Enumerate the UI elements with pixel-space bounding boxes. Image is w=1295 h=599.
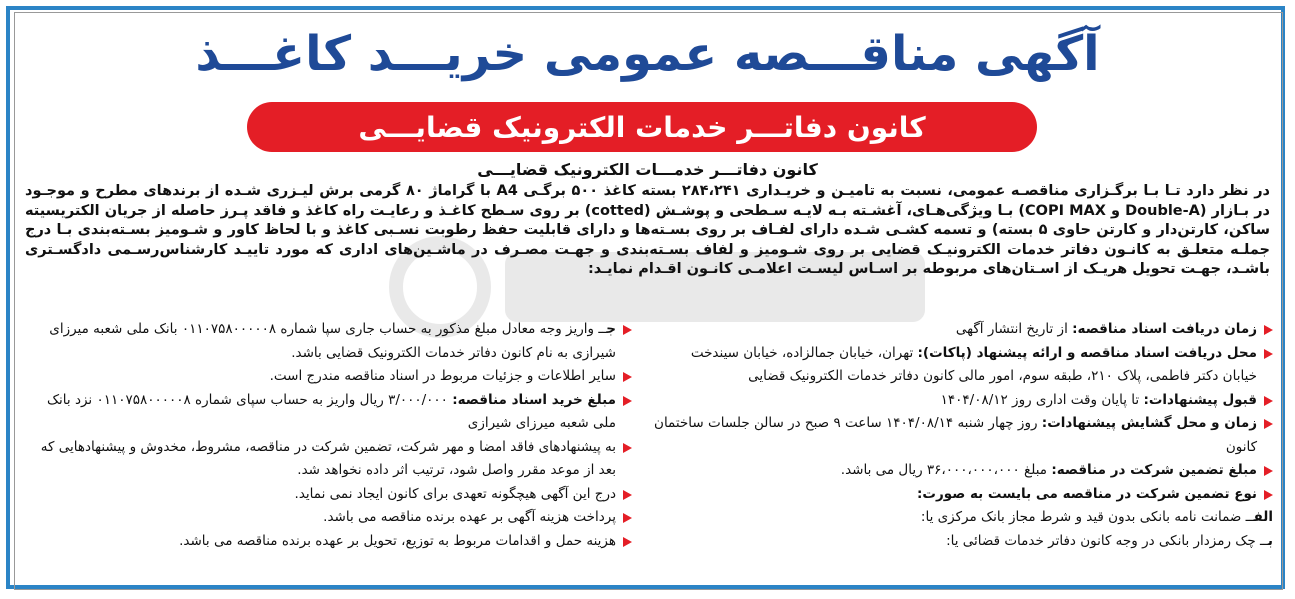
ad-body-paragraph: در نظر دارد تـا بـا برگـزاری مناقصـه عمومی، نسبت به تامیـن و خریـداری ۲۸۴،۲۴۱ بسته کاغذ ۵۰۰ برگـی A4 با گراماژ ۸۰ گرمی برش لیـزری شـده از برندهای مطرح و موجـود در بـازار (Double-A و COPI MAX) بـا ویژگی‌هـای، آغشـته بـه لایـه سـطحی و پوشـش (cotted) بر روی سـطح کاغـذ و رعایـت راه کاغذ و فاقد پـرز حاصله از جریان الکتریسیته ساکن، کارتن‌دار و کارتن حاوی ۵ بسته) و تسمه کشـی شـده دارای لفـاف بر روی بسـته‌ها و دارای قابلیت حفظ رطوبت نسـبی کاغذ و با لحاظ کاور و شـومیز بسـته‌بندی بـا درج جملـه متعلـق به کانـون دفاتر خدمات الکترونیـک قضایی بر روی شـومیز و لفاف بسـته‌بندی و جهـت مصـرف در ماشـین‌های اداری که مورد تاییـد کارشناس‌رسـمی دادگسـتری باشـد، جهـت تحویل هریـک از اسـتان‌های مربوطه بر اسـاس لیسـت اعلامـی کانـون اقـدام نمایـد: xyxy=(25,183,1271,277)
detail-text: هزینه حمل و اقدامات مربوط به توزیع، تحویل بر عهده برنده مناقصه می باشد. xyxy=(179,532,616,549)
triangle-bullet-icon xyxy=(1264,466,1273,476)
detail-label: زمان و محل گشایش پیشنهادات: xyxy=(1041,415,1257,431)
triangle-bullet-icon xyxy=(1264,490,1273,500)
detail-item xyxy=(653,412,1273,459)
details-right-column xyxy=(653,318,1273,553)
detail-text: از تاریخ انتشار آگهی xyxy=(955,321,1068,337)
detail-item xyxy=(653,389,1273,413)
organization-banner xyxy=(247,102,1037,152)
triangle-bullet-icon xyxy=(1264,325,1273,335)
detail-label: زمان دریافت اسناد مناقصه: xyxy=(1072,321,1257,337)
triangle-bullet-icon xyxy=(623,372,632,382)
details-left-column xyxy=(22,318,632,553)
detail-item xyxy=(653,342,1273,389)
detail-item xyxy=(22,365,632,389)
organization-subtitle: کانون دفاتـــر خدمـــات الکترونیک قضایـــی xyxy=(477,160,818,179)
option-label: الف xyxy=(1253,509,1273,525)
detail-item xyxy=(22,506,632,530)
detail-label: نوع تضمین شرکت در مناقصه می بایست به صورت: xyxy=(917,485,1257,502)
detail-item xyxy=(22,318,632,365)
triangle-bullet-icon xyxy=(1264,419,1273,429)
detail-text: تهران، خیابان جمالزاده، خیابان سیندخت خیابان دکتر فاطمی، پلاک ۲۱۰، طبقه سوم، امور مالی کانون دفاتر خدمات الکترونیک قضایی xyxy=(690,344,1257,384)
detail-label: محل دریافت اسناد مناقصه و ارائه پیشنهاد (پاکات): xyxy=(917,344,1257,361)
detail-item xyxy=(22,436,632,483)
detail-text: سایر اطلاعات و جزئیات مربوط در اسناد مناقصه مندرج است. xyxy=(269,368,616,384)
triangle-bullet-icon xyxy=(623,396,632,406)
option-text: ــ چک رمزدار بانکی در وجه کانون دفاتر خدمات قضائی یا: xyxy=(946,532,1268,549)
triangle-bullet-icon xyxy=(623,537,632,547)
detail-item xyxy=(22,389,632,436)
detail-text: روز چهار شنبه ۱۴۰۴/۰۸/۱۴ ساعت ۹ صبح در سالن جلسات ساختمان کانون xyxy=(654,415,1257,455)
triangle-bullet-icon xyxy=(1264,349,1273,359)
detail-text: به پیشنهادهای فاقد امضا و مهر شرکت، تضمین شرکت در مناقصه، مشروط، مخدوش و پیشنهادهایی که بعد از موعد مقرر واصل شود، ترتیب اثر داده نخواهد شد. xyxy=(40,438,616,478)
triangle-bullet-icon xyxy=(623,325,632,335)
triangle-bullet-icon xyxy=(623,443,632,453)
detail-item xyxy=(22,530,632,554)
detail-text: مبلغ ۳۶،۰۰۰،۰۰۰،۰۰۰ ریال می باشد. xyxy=(840,462,1048,478)
detail-text: درج این آگهی هیچگونه تعهدی برای کانون ایجاد نمی نماید. xyxy=(294,485,616,502)
detail-label: مبلغ تضمین شرکت در مناقصه: xyxy=(1051,462,1257,478)
detail-label: ج xyxy=(606,321,616,337)
guarantee-option-a xyxy=(653,506,1273,530)
detail-item xyxy=(653,459,1273,483)
detail-text: ــ واریز وجه معادل مبلغ مذکور به حساب جاری سپا شماره ۰۱۱۰۷۵۸۰۰۰۰۰۸ بانک ملی شعبه میرزای شیرازی به نام کانون دفاتر خدمات الکترونیک قضایی باشد. xyxy=(49,321,616,361)
detail-text: پرداخت هزینه آگهی بر عهده برنده مناقصه می باشد. xyxy=(323,509,616,525)
banner-text: کانون دفاتـــر خدمات الکترونیک قضایـــی xyxy=(358,110,926,144)
triangle-bullet-icon xyxy=(623,513,632,523)
option-text: ــ ضمانت نامه بانکی بدون قید و شرط مجاز بانک مرکزی یا: xyxy=(920,509,1254,525)
ad-title: آگهی مناقـــصه عمومی خریـــد کاغـــذ xyxy=(195,26,1100,82)
detail-text: تا پایان وقت اداری روز ۱۴۰۴/۰۸/۱۲ xyxy=(940,391,1140,408)
detail-label: قبول پیشنهادات: xyxy=(1143,391,1257,408)
triangle-bullet-icon xyxy=(623,490,632,500)
detail-text: ۳/۰۰۰/۰۰۰ ریال واریز به حساب سپای شماره ۰۱۱۰۷۵۸۰۰۰۰۰۸ نزد بانک ملی شعبه میرزای شیرازی xyxy=(46,391,616,431)
detail-item xyxy=(653,483,1273,507)
option-label: ب xyxy=(1267,532,1273,549)
detail-item xyxy=(22,483,632,507)
detail-label: مبلغ خرید اسناد مناقصه: xyxy=(452,391,616,408)
triangle-bullet-icon xyxy=(1264,396,1273,406)
guarantee-option-b xyxy=(653,530,1273,554)
detail-item xyxy=(653,318,1273,342)
